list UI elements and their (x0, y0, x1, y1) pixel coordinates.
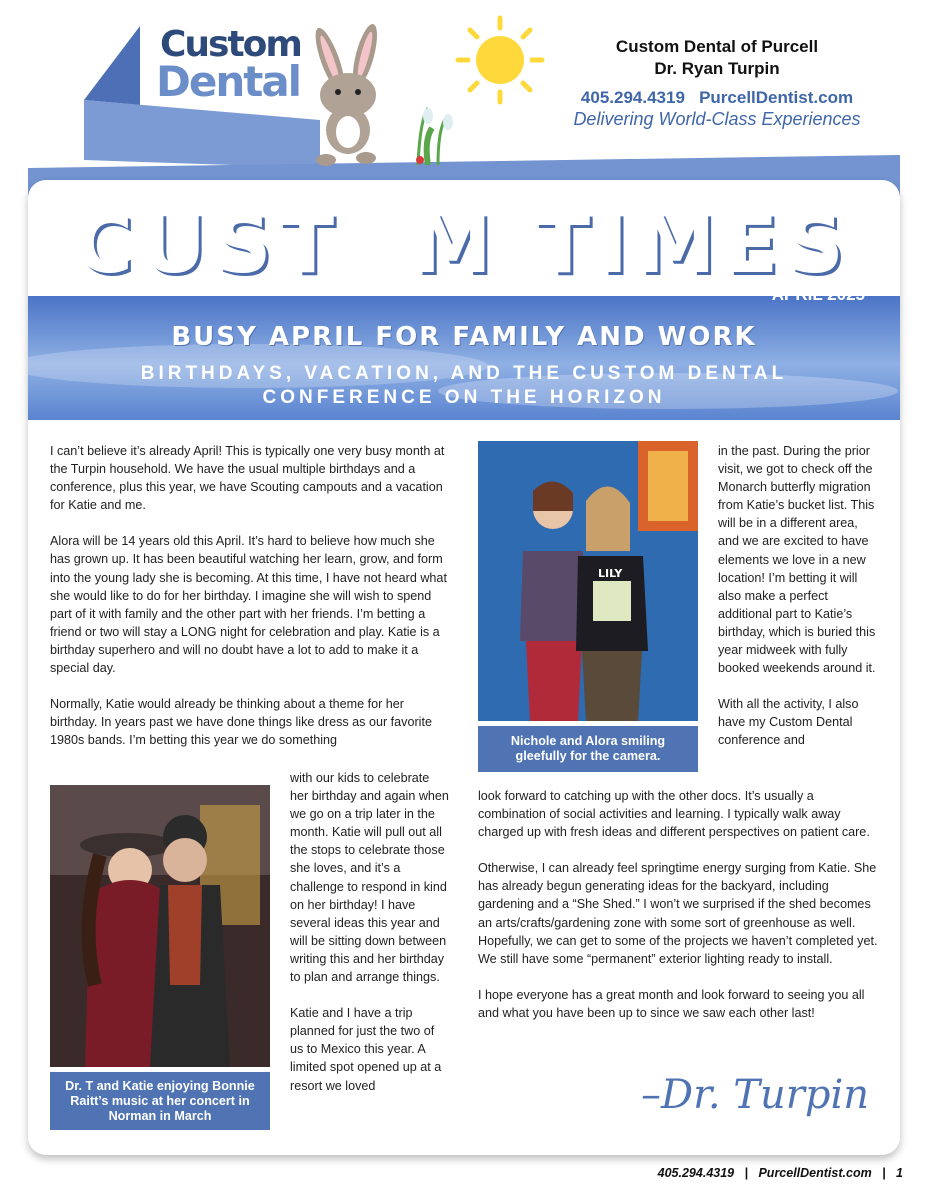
photo-couple (50, 785, 270, 1125)
issue-date: APRIL 2025 (771, 285, 865, 304)
ribbon-upper (84, 100, 320, 168)
practice-name: Custom Dental of Purcell (615, 37, 819, 56)
ribbon-fold (84, 26, 140, 105)
phone-number[interactable]: 405.294.4319 (580, 88, 685, 107)
paragraph-5b: look forward to catching up with the other docs. It’s usually a combination of social activities and learning. I typically walk away charged up with fresh ideas and different perspectives on patient care. (478, 789, 870, 840)
caption-couple: Dr. T and Katie enjoying Bonnie Raitt’s music at her concert in Norman in March (50, 1072, 270, 1130)
paragraph-2: Alora will be 14 years old this April. It’s hard to believe how much she has grown up. It has been beautiful watching her learn, grow, and form into the young lady she is becoming. At this time, I have not heard what she would like to do for her birthday. I imagine she will wish to spend part of it with family and the other part with her friends. I’m betting a friend or two will stay a LONG night for celebration and play. Katie is a birthday superhero and will no doubt have a lot to add to make it a special day. (50, 534, 447, 676)
headline: BUSY APRIL FOR FAMILY AND WORK (171, 322, 757, 352)
logo-custom: Custom (160, 24, 301, 65)
photo-girls (478, 441, 698, 767)
bunny-icon (310, 22, 382, 166)
website-link[interactable]: PurcellDentist.com (699, 88, 854, 107)
masthead-title-part1: CUST (74, 198, 343, 291)
paragraph-7: I hope everyone has a great month and look forward to seeing you all and what you have been up to since we saw each other last! (478, 987, 865, 1020)
signature: –Dr. Turpin (641, 1072, 869, 1118)
masthead-title-part2: M TIMES (412, 198, 852, 291)
sun-icon (458, 18, 542, 102)
couple-photo-image (50, 785, 270, 1067)
girls-photo-image (478, 441, 698, 721)
masthead-title (26, 198, 900, 291)
shirt-text: LILY (598, 567, 623, 580)
paragraph-4b: in the past. During the prior visit, we got to check off the Monarch butterfly migration from Katie’s bucket list. This will be in a different area, and we are excited to have elements we love in a new location! I’m betting it will also make a perfect additional part to Katie’s birthday, which is buried this year midweek with fully booked weekends around it. (718, 444, 876, 676)
article-left-column (50, 442, 448, 767)
article-wrap-column (290, 769, 450, 1113)
paragraph-5a: With all the activity, I also have my Custom Dental conference and (718, 697, 859, 748)
subheadline: BIRTHDAYS, VACATION, AND THE CUSTOM DENTAL CONFERENCE ON THE HORIZON (140, 363, 788, 408)
doctor-name: Dr. Ryan Turpin (654, 59, 780, 78)
logo-dental: Dental (156, 57, 301, 106)
tagline: Delivering World-Class Experiences (573, 109, 861, 129)
paragraph-3b: with our kids to celebrate her birthday and again when we go on a trip later in the month. Katie will pull out all the stops to celebrate those she loves, and it’s a challenge to respond in kind on her birthday! I have several ideas this year and will be sitting down between writing this and her birthday to plan and arrange things. (290, 771, 449, 985)
page-number: 1 (896, 1166, 903, 1180)
footer-phone[interactable]: 405.294.4319 (657, 1166, 735, 1180)
paragraph-4: Katie and I have a trip planned for just the two of us to Mexico this year. A limited spot opened up at a resort we loved (290, 1006, 442, 1093)
caption-girls: Nichole and Alora smiling gleefully for the camera. (478, 726, 698, 772)
paragraph-6: Otherwise, I can already feel springtime energy surging from Katie. She has already begun generating ideas for the backyard, including gardening and a “She Shed.” I won’t we surprised if the shed becomes an arts/crafts/gardening zone with some sort of greenhouse as well. Hopefully, we can get to some of the projects we haven’t completed yet. We still have some “permanent” exterior lighting ready to install. (478, 861, 878, 966)
paragraph-1: I can’t believe it’s already April! This is typically one very busy month at the Turpin household. We have the usual multiple birthdays and a conference, plus this year, we have Scouting campouts and a vacation for Katie and me. (50, 444, 445, 513)
footer-website[interactable]: PurcellDentist.com (758, 1166, 872, 1180)
paragraph-3a: Normally, Katie would already be thinking about a theme for her birthday. In years past we have done things like dress as our favorite 1980s bands. I’m betting this year we do something (50, 697, 432, 748)
footer: 405.294.4319 | PurcellDentist.com | 1 (657, 1166, 903, 1180)
article-right-column (478, 787, 880, 1040)
article-right-wrap (718, 442, 878, 750)
flower-icon (416, 108, 453, 165)
contact-block (547, 36, 887, 130)
